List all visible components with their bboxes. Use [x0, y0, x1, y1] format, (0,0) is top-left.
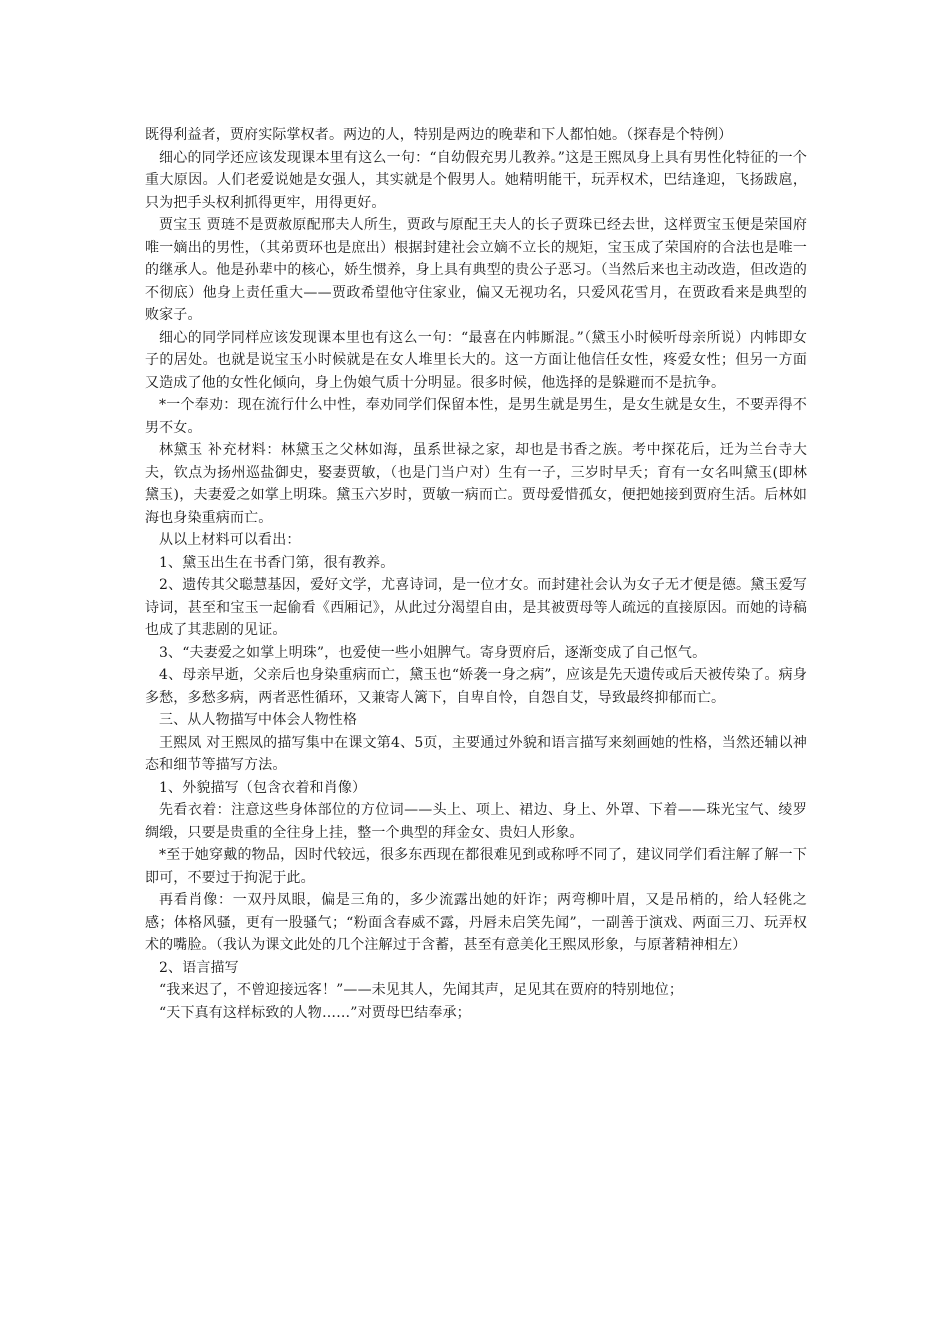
paragraph: 从以上材料可以看出：	[159, 532, 301, 548]
paragraph: 既得利益者，贾府实际掌权者。两边的人，特别是两边的晚辈和下人都怕她。（探春是个特例）	[145, 127, 733, 143]
paragraph: 王熙凤 对王熙凤的描写集中在课文第4、5页，主要通过外貌和语言描写来刻画她的性格，当然还辅以神态和细节等描写方法。	[145, 734, 807, 773]
paragraph: “我来迟了，不曾迎接远客！”——未见其人，先闻其声，足见其在贾府的特别地位；	[159, 982, 684, 998]
paragraph: 林黛玉 补充材料：林黛玉之父林如海，虽系世禄之家，却也是书香之族。考中探花后，迁为兰台寺大夫，钦点为扬州巡盐御史，娶妻贾敏，（也是门当户对）生有一子，三岁时早夭；育有一女名叫黛玉(即林黛玉)，夫妻爱之如掌上明珠。黛玉六岁时，贾敏一病而亡。贾母爱惜孤女，便把她接到贾府生活。后林如海也身染重病而亡。	[145, 442, 807, 526]
paragraph: *一个奉劝：现在流行什么中性，奉劝同学们保留本性，是男生就是男生，是女生就是女生，不要弄得不男不女。	[145, 397, 807, 436]
document-body	[145, 124, 807, 1024]
paragraph: 细心的同学同样应该发现课本里也有这么一句：“最喜在内帏厮混。”（黛玉小时候听母亲所说）内帏即女子的居处。也就是说宝玉小时候就是在女人堆里长大的。这一方面让他信任女性，疼爱女性；但另一方面又造成了他的女性化倾向，身上伪娘气质十分明显。很多时候，他选择的是躲避而不是抗争。	[145, 329, 807, 391]
list-item: 4、母亲早逝，父亲后也身染重病而亡，黛玉也“娇袭一身之病”，应该是先天遗传或后天被传染了。病身多愁，多愁多病，两者恶性循环，又兼寄人篱下，自卑自怜，自怨自艾，导致最终抑郁而亡。	[145, 667, 807, 706]
list-item: 3、“夫妻爱之如掌上明珠”，也爱使一些小姐脾气。寄身贾府后，逐渐变成了自己怄气。	[159, 644, 707, 661]
subsection-heading: 2、语言描写	[159, 959, 239, 976]
paragraph: 细心的同学还应该发现课本里有这么一句：“自幼假充男儿教养。”这是王熙凤身上具有男性化特征的一个重大原因。人们老爱说她是女强人，其实就是个假男人。她精明能干，玩弄权术，巴结逢迎，飞扬跋扈，只为把手头权利抓得更牢，用得更好。	[145, 149, 807, 211]
list-item: 2、遗传其父聪慧基因，爱好文学，尤喜诗词，是一位才女。而封建社会认为女子无才便是德。黛玉爱写诗词，甚至和宝玉一起偷看《西厢记》，从此过分渴望自由，是其被贾母等人疏远的直接原因。而她的诗稿也成了其悲剧的见证。	[145, 577, 807, 638]
section-heading: 三、从人物描写中体会人物性格	[159, 712, 358, 728]
paragraph: *至于她穿戴的物品，因时代较远，很多东西现在都很难见到或称呼不同了，建议同学们看注解了解一下即可，不要过于拘泥于此。	[145, 847, 807, 886]
paragraph: 再看肖像：一双丹凤眼，偏是三角的，多少流露出她的奸诈；两弯柳叶眉，又是吊梢的，给人轻佻之感；体格风骚，更有一股骚气；“粉面含春威不露，丹唇未启笑先闻”，一副善于演戏、两面三刀、玩弄权术的嘴脸。（我认为课文此处的几个注解过于含蓄，甚至有意美化王熙凤形象，与原著精神相左）	[145, 892, 807, 953]
paragraph: 先看衣着：注意这些身体部位的方位词——头上、项上、裙边、身上、外罩、下着——珠光宝气、绫罗绸缎，只要是贵重的全往身上挂，整一个典型的拜金女、贵妇人形象。	[145, 802, 807, 841]
paragraph: 贾宝玉 贾琏不是贾赦原配邢夫人所生，贾政与原配王夫人的长子贾珠已经去世，这样贾宝玉便是荣国府唯一嫡出的男性，（其弟贾环也是庶出）根据封建社会立嫡不立长的规矩，宝玉成了荣国府的合法也是唯一的继承人。他是孙辈中的核心，娇生惯养，身上具有典型的贵公子恶习。（当然后来也主动改造，但改造的不彻底）他身上责任重大——贾政希望他守住家业，偏又无视功名，只爱风花雪月，在贾政看来是典型的败家子。	[145, 217, 807, 323]
list-item: 1、黛玉出生在书香门第，很有教养。	[159, 554, 395, 571]
subsection-heading: 1、外貌描写（包含衣着和肖像）	[159, 779, 367, 796]
paragraph: “天下真有这样标致的人物……”对贾母巴结奉承；	[159, 1004, 471, 1021]
